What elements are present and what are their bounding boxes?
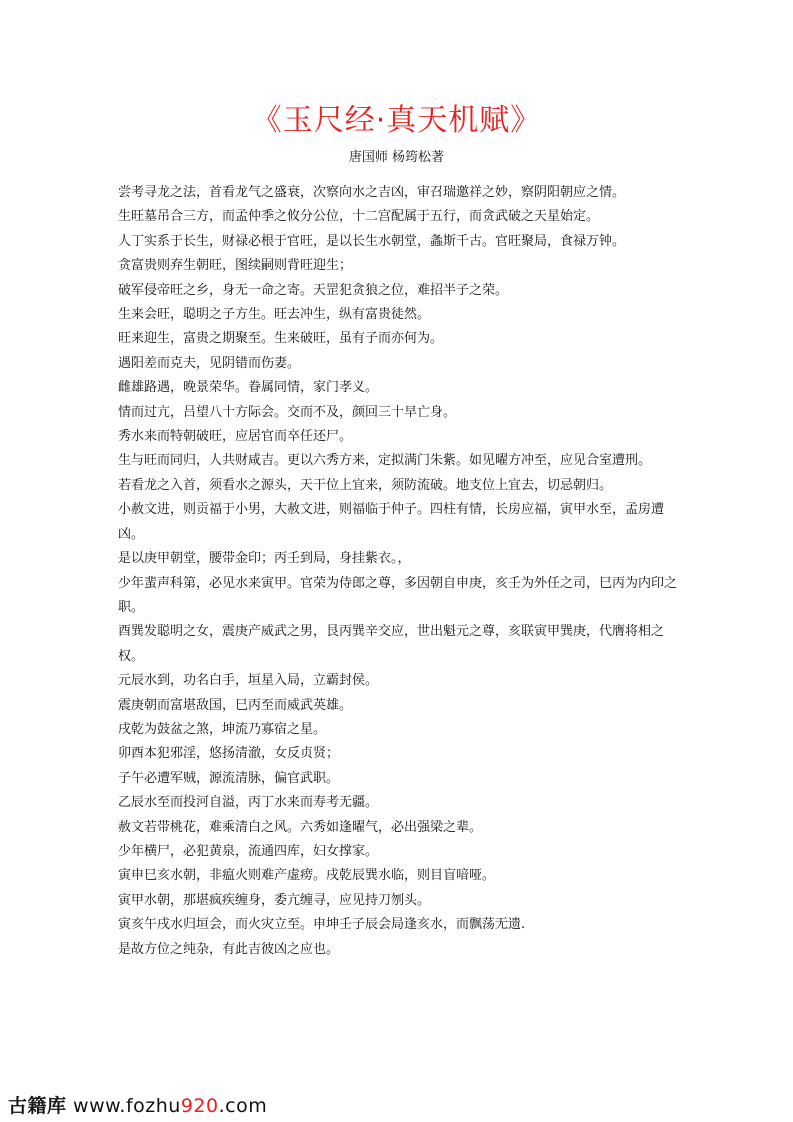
footer-brand: 古籍库 xyxy=(8,1095,67,1117)
paragraph: 是故方位之纯杂，有此吉彼凶之应也。 xyxy=(118,941,340,957)
paragraph: 尝考寻龙之法，首看龙气之盛衰，次察向水之吉凶，审召瑞邀祥之妙，察阴阳朝应之情。 xyxy=(118,185,626,200)
paragraph: 生与旺而同归，人共财咸吉。更以六秀方来，定拟满门朱紫。如见曜方冲至，应见合室遭刑。 xyxy=(118,453,652,469)
paragraph: 生来会旺，聪明之子方生。旺去冲生，纵有富贵徒然。 xyxy=(118,307,431,323)
paragraph: 卯酉本犯邪淫，悠扬清澈，女反贞贤； xyxy=(118,746,340,762)
paragraph: 贪富贵则弃生朝旺，图续嗣则背旺迎生； xyxy=(118,258,353,274)
paragraph: 少年蜚声科第，必见水来寅甲。官荣为侍郎之尊，多因朝自申庚，亥壬为外任之司，巳丙为内印之职。 xyxy=(118,575,678,615)
paragraph: 情而过亢，吕望八十方际会。交而不及，颜回三十早亡身。 xyxy=(118,404,457,420)
paragraph: 寅申巳亥水朝，非瘟火则难产虚痨。戌乾辰巽水临，则目盲喑哑。 xyxy=(118,868,496,884)
paragraph: 破军侵帝旺之乡，身无一命之寄。天罡犯贪狼之位，难招半子之荣。 xyxy=(118,282,509,298)
watermark-footer xyxy=(8,1091,267,1118)
footer-site-number: 920 xyxy=(180,1095,219,1117)
paragraph: 若看龙之入首，须看水之源头，天干位上宜来，须防流破。地支位上宜去，切忌朝归。 xyxy=(118,477,613,493)
document-title: 《玉尺经·真天机赋》 xyxy=(251,103,542,138)
paragraph: 乙辰水至而投河自溢，丙丁水来而寿考无疆。 xyxy=(118,795,379,811)
paragraph: 酉巽发聪明之女，震庚产威武之男，艮丙巽辛交应，世出魁元之尊，亥联寅甲巽庚，代膺将相之权。 xyxy=(118,624,665,664)
paragraph: 元辰水到，功名白手，垣星入局，立霸封侯。 xyxy=(118,673,379,689)
paragraph: 人丁实系于长生，财禄必根于官旺，是以长生水朝堂，螽斯千古。官旺聚局，食禄万钟。 xyxy=(118,233,626,249)
paragraph: 寅亥午戌水归垣会，而火灾立至。申坤壬子辰会局逢亥水，而飘荡无遗. xyxy=(118,917,526,933)
paragraph: 遇阳差而克夫，见阴错而伤妻。 xyxy=(118,355,301,371)
footer-site-prefix: www.fozhu xyxy=(66,1095,181,1117)
paragraph: 生旺墓吊合三方，而孟仲季之攸分公位，十二宫配属于五行，而贪武破之天星始定。 xyxy=(118,209,600,225)
paragraph: 秀水来而特朝破旺，应居官而卒任还尸。 xyxy=(118,429,353,445)
paragraph: 子午必遭军贼，源流清脉，偏官武职。 xyxy=(118,770,340,786)
paragraph: 旺来迎生，富贵之期聚至。生来破旺，虽有子而亦何为。 xyxy=(118,331,444,347)
paragraph: 是以庚甲朝堂，腰带金印；丙壬到局，身挂紫衣。， xyxy=(118,551,411,567)
paragraph: 雌雄路遇，晚景荣华。眷属同情，家门孝义。 xyxy=(118,380,379,396)
paragraph: 寅甲水朝，那堪疯疾缠身，委亢缠寻，应见持刀刎头。 xyxy=(118,892,431,908)
paragraph: 赦文若带桃花，难乘清白之风。六秀如逢曜气，必出强梁之辈。 xyxy=(118,819,483,835)
footer-site-suffix: .com xyxy=(218,1095,268,1117)
paragraph: 少年横尸，必犯黄泉，流通四库，妇女撑家。 xyxy=(118,843,379,859)
body-text xyxy=(118,181,678,962)
author-line: 唐国师 杨筠松著 xyxy=(348,150,445,165)
paragraph: 戌乾为鼓盆之煞，坤流乃寡宿之星。 xyxy=(118,721,327,737)
paragraph: 震庚朝而富堪敌国，巳丙至而威武英雄。 xyxy=(118,697,353,713)
paragraph: 小赦文进，则贡福于小男，大赦文进，则福临于仲子。四柱有情，长房应福，寅甲水至，孟房遭凶。 xyxy=(118,502,665,542)
